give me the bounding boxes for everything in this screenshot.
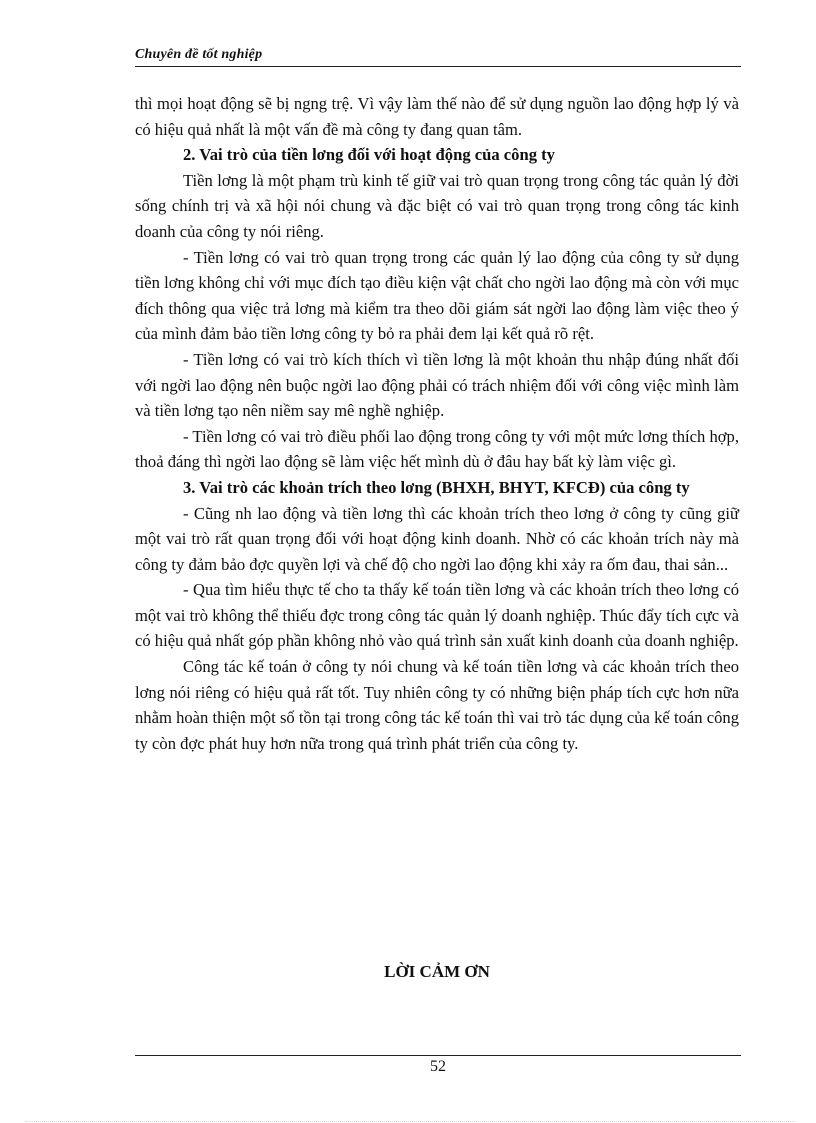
paragraph: Tiền lơng là một phạm trù kinh tế giữ vai trò quan trọng trong công tác quản lý đời sống chính trị và xã hội nói chung và đặc biệt có vai trò quan trọng trong công tác kinh doanh của công ty nói riêng. <box>135 170 739 241</box>
paragraph: Công tác kế toán ở công ty nói chung và kế toán tiền lơng và các khoản trích theo lơng nói riêng có hiệu quả rất tốt. Tuy nhiên công ty có những biện pháp tích cực hơn nữa nhằm hoàn thiện một số tồn tại trong công tác kế toán thì vai trò tác dụng của kế toán công ty còn đợc phát huy hơn nữa trong quá trình phát triển của công ty. <box>135 657 739 753</box>
page-number: 52 <box>430 1058 446 1075</box>
footer-divider <box>135 1055 741 1056</box>
paragraph: - Tiền lơng có vai trò điều phối lao động trong công ty với một mức lơng thích hợp, thoả đáng thì ngời lao động sẽ làm việc hết mình dù ở đâu hay bất kỳ làm việc gì. <box>135 426 739 472</box>
body-text <box>135 91 739 756</box>
paragraph-continuation: thì mọi hoạt động sẽ bị ngng trệ. Vì vậy làm thế nào để sử dụng nguồn lao động hợp lý và có hiệu quả nhất là một vấn đề mà công ty đang quan tâm. <box>135 94 739 139</box>
running-header: Chuyên đề tốt nghiệp <box>135 47 263 62</box>
section-heading-2: 2. Vai trò của tiền lơng đối với hoạt động của công ty <box>183 145 555 165</box>
paragraph: - Tiền lơng có vai trò quan trọng trong các quản lý lao động của công ty sử dụng tiền lơng không chỉ với mục đích tạo điều kiện vật chất cho ngời lao động mà còn với mục đích thông qua việc trả lơng mà kiểm tra theo dõi giám sát ngời lao động làm việc theo ý của mình đảm bảo tiền lơng công ty bỏ ra phải đem lại kết quả rõ rệt. <box>135 247 739 344</box>
closing-section-title: LỜI CẢM ƠN <box>384 962 490 981</box>
paragraph: - Qua tìm hiểu thực tế cho ta thấy kế toán tiền lơng và các khoản trích theo lơng có một vai trò không thể thiếu đợc trong công tác quản lý doanh nghiệp. Thúc đẩy tích cực và có hiệu quả nhất góp phần không nhỏ vào quá trình sản xuất kinh doanh của doanh nghiệp. <box>135 580 739 651</box>
page-bottom-border <box>25 1121 795 1122</box>
paragraph: - Cũng nh lao động và tiền lơng thì các khoản trích theo lơng ở công ty cũng giữ một vai trò rất quan trọng đối với hoạt động kinh doanh. Nhờ có các khoản trích này mà công ty đảm bảo đợc quyền lợi và chế độ cho ngời lao động khi xảy ra ốm đau, thai sản... <box>135 503 739 574</box>
section-heading-3: 3. Vai trò các khoản trích theo lơng (BHXH, BHYT, KFCĐ) của công ty <box>183 477 690 497</box>
paragraph: - Tiền lơng có vai trò kích thích vì tiền lơng là một khoản thu nhập đúng nhất đối với ngời lao động nên buộc ngời lao động phải có trách nhiệm đối với công việc mình làm và tiền lơng tạo nên niềm say mê nghề nghiệp. <box>135 349 739 421</box>
header-divider <box>135 66 741 67</box>
